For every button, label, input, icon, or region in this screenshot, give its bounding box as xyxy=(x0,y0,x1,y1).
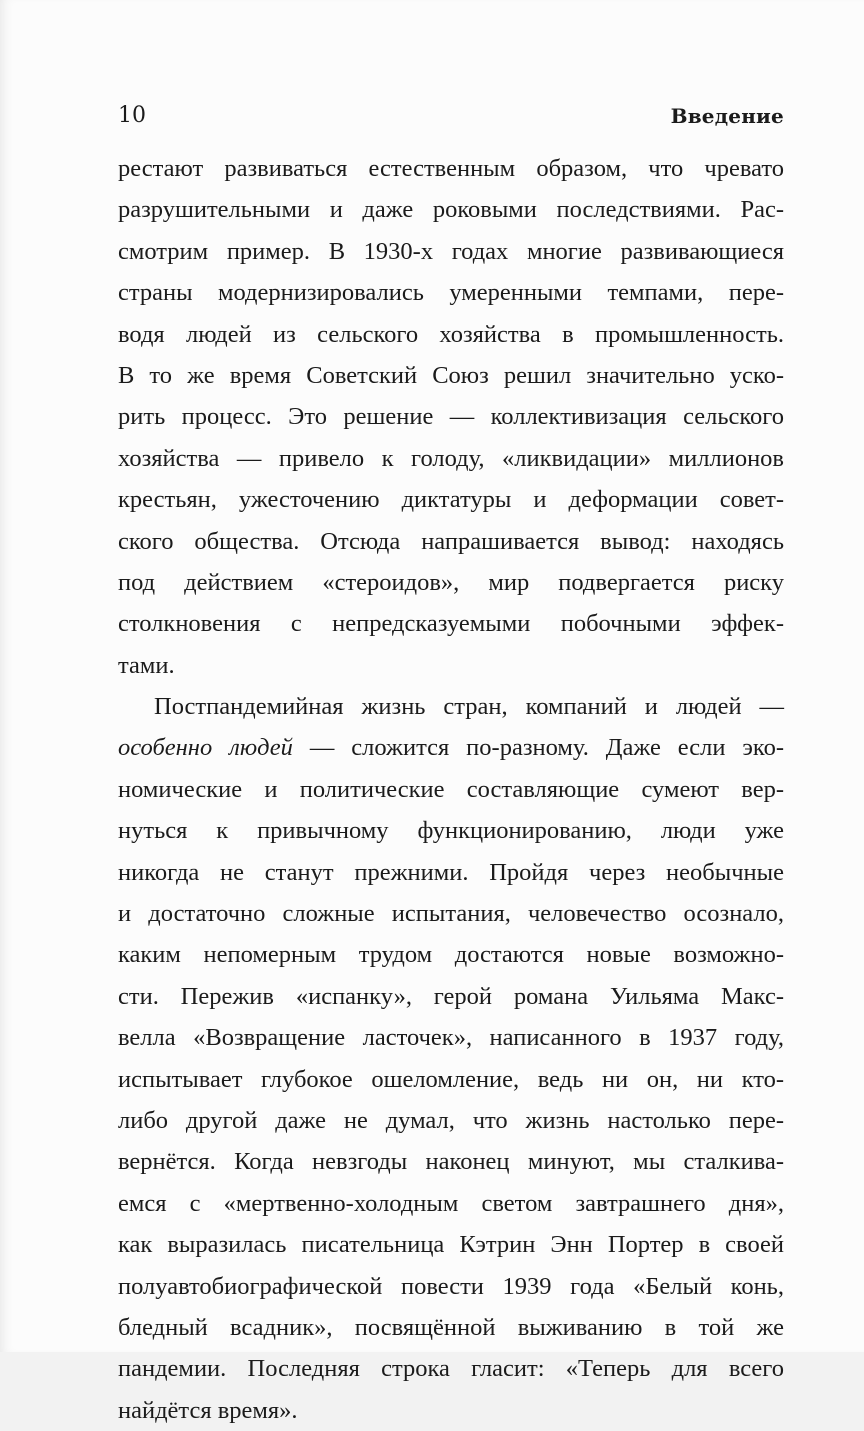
text-line: столкновения с непредсказуемыми побочными эффек- xyxy=(118,610,784,638)
text-line: нуться к привычному функционированию, люди уже xyxy=(118,817,784,845)
text-line: номические и политические составляющие сумеют вер- xyxy=(118,775,784,803)
text-line: ского общества. Отсюда напрашивается вывод: находясь xyxy=(118,527,784,555)
text-line: либо другой даже не думал, что жизнь настолько пере- xyxy=(118,1106,784,1134)
text-line: Постпандемийная жизнь стран, компаний и людей — xyxy=(154,693,784,721)
italic-emphasis: особенно людей xyxy=(118,734,293,762)
text-line: найдётся время». xyxy=(118,1396,298,1424)
text-line: испытывает глубокое ошеломление, ведь ни он, ни кто- xyxy=(118,1065,784,1093)
text-line: рестают развиваться естественным образом, что чревато xyxy=(118,155,784,182)
paragraph-1 xyxy=(118,148,784,686)
text-line: каким непомерным трудом достаются новые возможно- xyxy=(118,941,784,969)
text-line: рить процесс. Это решение — коллективизация сельского xyxy=(118,403,784,431)
text-line: как выразилась писательница Кэтрин Энн Портер в своей xyxy=(118,1231,784,1259)
running-head: Введение xyxy=(670,104,784,128)
text-line: водя людей из сельского хозяйства в промышленность. xyxy=(118,320,784,348)
text-line: сти. Пережив «испанку», герой романа Уильяма Макс- xyxy=(118,982,784,1010)
body-text xyxy=(118,148,784,1431)
text-line: В то же время Советский Союз решил значительно уско- xyxy=(118,361,784,389)
text-line: смотрим пример. В 1930-х годах многие развивающиеся xyxy=(118,237,784,265)
text-line: под действием «стероидов», мир подвергается риску xyxy=(118,568,784,596)
text-line: полуавтобиографической повести 1939 года «Белый конь, xyxy=(118,1272,784,1300)
page-number: 10 xyxy=(118,103,146,128)
text-line: разрушительными и даже роковыми последствиями. Рас- xyxy=(118,196,784,224)
text-line: тами. xyxy=(118,651,175,679)
text-line xyxy=(118,727,784,768)
text-line: емся с «мертвенно-холодным светом завтрашнего дня», xyxy=(118,1189,784,1217)
text-segment: — сложится по-разному. Даже если эко- xyxy=(292,734,784,762)
text-line: и достаточно сложные испытания, человечество осознало, xyxy=(118,900,784,928)
text-line: страны модернизировались умеренными темпами, пере- xyxy=(118,279,784,307)
text-line: пандемии. Последняя строка гласит: «Теперь для всего xyxy=(118,1355,784,1383)
page-header xyxy=(118,98,784,134)
text-line: велла «Возвращение ласточек», написанного в 1937 году, xyxy=(118,1024,784,1052)
text-line: бледный всадник», посвящённой выживанию в той же xyxy=(118,1313,784,1341)
text-line: вернётся. Когда невзгоды наконец минуют, мы сталкива- xyxy=(118,1148,784,1176)
text-line: никогда не станут прежними. Пройдя через необычные xyxy=(118,858,784,886)
paragraph-2 xyxy=(118,686,784,1431)
text-line: хозяйства — привело к голоду, «ликвидации» миллионов xyxy=(118,444,784,472)
text-line: крестьян, ужесточению диктатуры и деформации совет- xyxy=(118,486,784,514)
